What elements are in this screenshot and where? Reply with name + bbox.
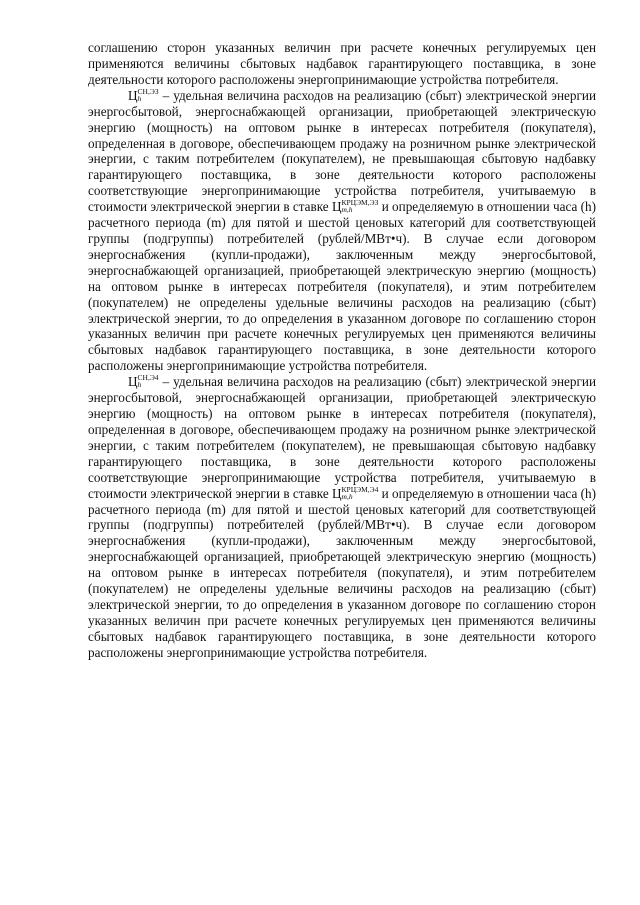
- symbol-base: Ц: [128, 374, 138, 390]
- symbol-indices: [138, 88, 159, 102]
- definition-text-part1: – удельная величина расходов на реализацию (сбыт) электрической энергии энергосбытовой, энергоснабжающей организации, приобретающей электрическую энергию (мощность) на оптовом рынке в интересах потребителя (покупателя), определенная в договоре, обеспечивающем продажу на розничном рынке электрической энергии, с таким потребителем (покупателем), не превышающая сбытовую надбавку гарантирующего поставщика, в зоне деятельности которого расположены соответствующие энергопринимающие устройства потребителя, учитываемую в стоимости электрической энергии в ставке: [88, 87, 596, 215]
- definition-paragraph-ez4: [88, 374, 596, 660]
- intro-paragraph: соглашению сторон указанных величин при расчете конечных регулируемых цен применяются величины сбытовых надбавок гарантирующего поставщика, в зоне деятельности которого расположены энергопринимающие устройства потребителя.: [88, 40, 596, 87]
- symbol-superscript: СН,ЭЗ: [137, 86, 159, 96]
- symbol-subscript: h: [137, 93, 142, 103]
- definition-text-part2: и определяемую в отношении часа (h) расчетного периода (m) для пятой и шестой ценовых категорий для соответствующей группы (подгруппы) потребителей (рублей/МВт•ч). В случае если договором энергоснабжения (купли-продажи), заключенным между энергосбытовой, энергоснабжающей организацией, приобретающей электрическую энергию (мощность) на оптовом рынке в интересах потребителя (покупателя), и этим потребителем (покупателем) не определены удельные величины расходов на реализацию (сбыт) электрической энергии, то до определения в указанном договоре по соглашению сторон указанных величин при расчете конечных регулируемых цен применяются величины сбытовых надбавок гарантирующего поставщика, в зоне деятельности которого расположены энергопринимающие устройства потребителя.: [88, 485, 596, 660]
- symbol-subscript: h: [137, 380, 142, 390]
- symbol-base: Ц: [128, 87, 138, 103]
- rate-symbol-superscript: КРЦЭМ,Э4: [341, 484, 379, 494]
- rate-symbol-base: Ц: [331, 199, 342, 215]
- rate-symbol-indices: [342, 486, 379, 500]
- definition-text-part2: и определяемую в отношении часа (h) расчетного периода (m) для пятой и шестой ценовых категорий для соответствующей группы (подгруппы) потребителей (рублей/МВт•ч). В случае если договором энергоснабжения (купли-продажи), заключенным между энергосбытовой, энергоснабжающей организацией, приобретающей электрическую энергию (мощность) на оптовом рынке в интересах потребителя (покупателя), и этим потребителем (покупателем) не определены удельные величины расходов на реализацию (сбыт) электрической энергии, то до определения в указанном договоре по соглашению сторон указанных величин при расчете конечных регулируемых цен применяются величины сбытовых надбавок гарантирующего поставщика, в зоне деятельности которого расположены энергопринимающие устройства потребителя.: [88, 199, 596, 374]
- rate-symbol-base: Ц: [332, 485, 342, 501]
- rate-symbol-ez3: [332, 199, 378, 214]
- symbol-ez4: [128, 374, 159, 389]
- rate-symbol-subscript: m,h: [341, 205, 353, 215]
- definition-text-part1: – удельная величина расходов на реализацию (сбыт) электрической энергии энергосбытовой, энергоснабжающей организации, приобретающей электрическую энергию (мощность) на оптовом рынке в интересах потребителя (покупателя), определенная в договоре, обеспечивающем продажу на розничном рынке электрической энергии, с таким потребителем (покупателем), не превышающая сбытовую надбавку гарантирующего поставщика, в зоне деятельности которого расположены соответствующие энергопринимающие устройства потребителя, учитываемую в стоимости электрической энергии в ставке: [88, 374, 596, 501]
- document-page: [88, 40, 596, 661]
- rate-symbol-superscript: КРЦЭМ,ЭЗ: [341, 198, 379, 208]
- rate-symbol-subscript: m,h: [341, 491, 353, 501]
- definition-paragraph-ez3: [88, 88, 596, 374]
- rate-symbol-ez4: [332, 486, 378, 501]
- symbol-indices: [138, 374, 159, 388]
- rate-symbol-indices: [342, 199, 379, 213]
- symbol-superscript: СН,Э4: [137, 373, 159, 383]
- symbol-ez3: [128, 88, 159, 103]
